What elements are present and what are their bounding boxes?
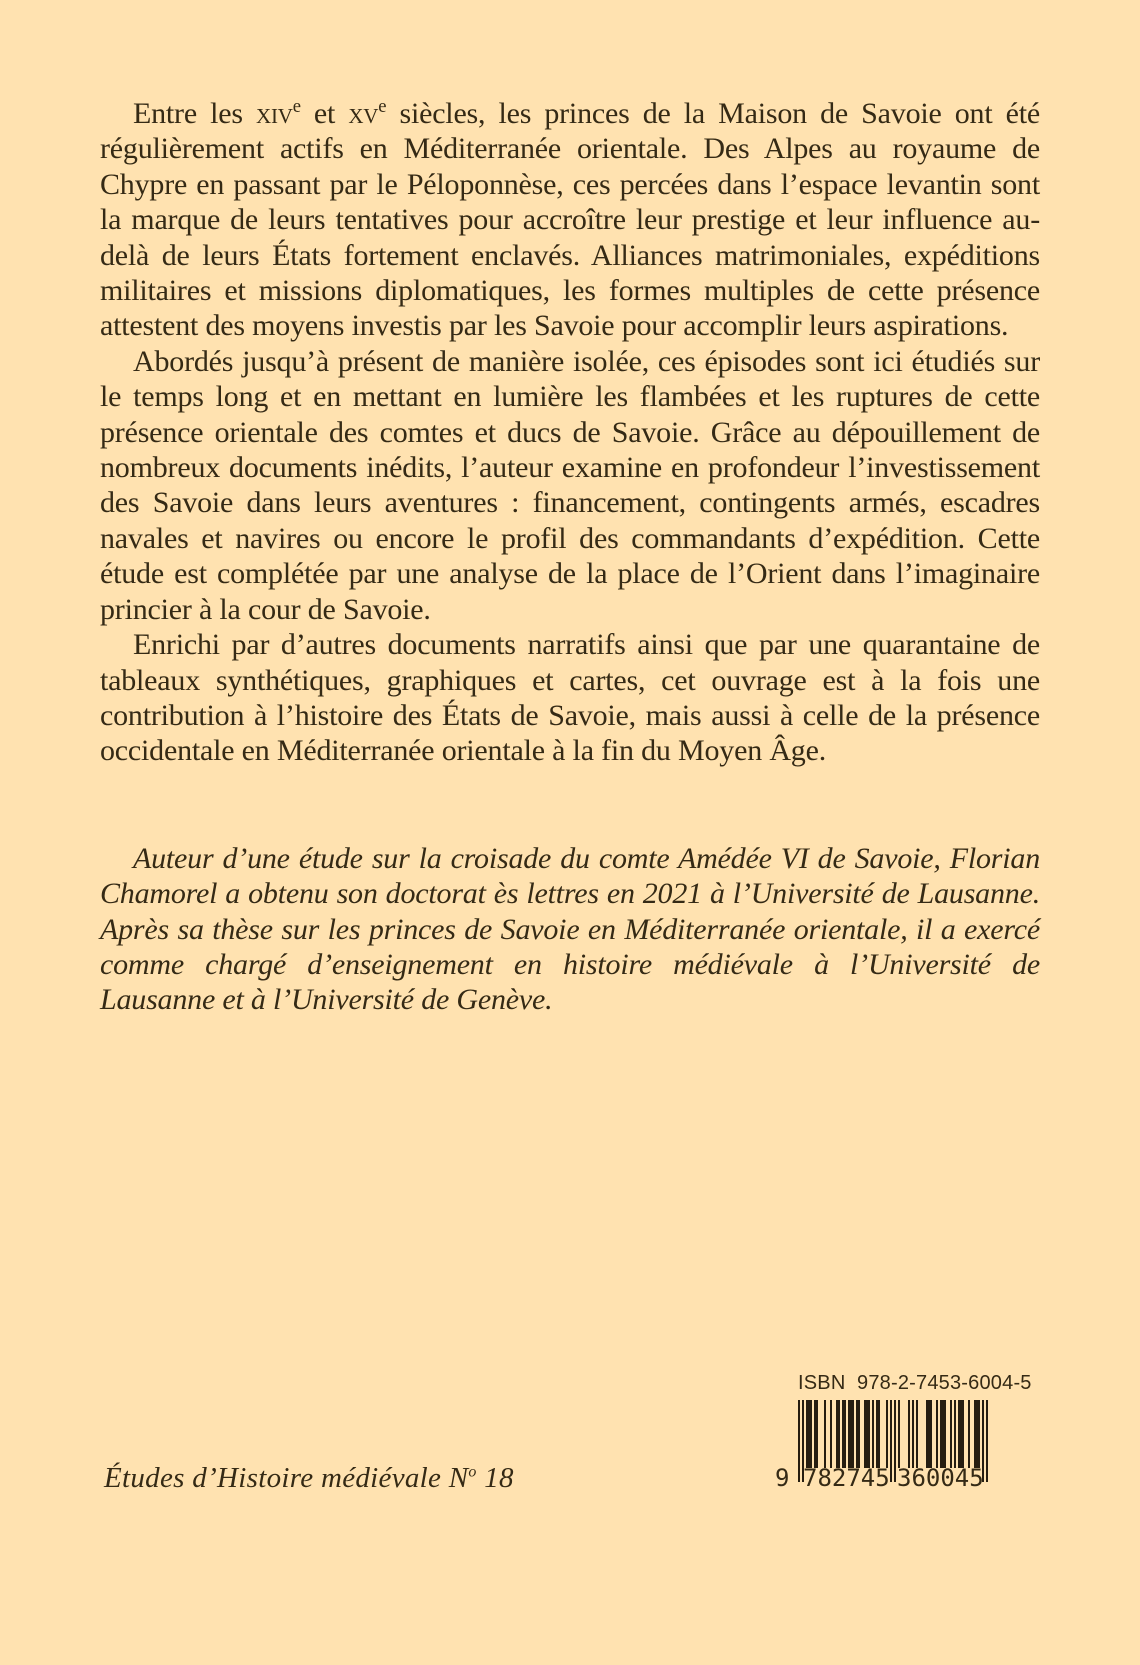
synopsis-paragraph-3: Enrichi par d’autres documents narratifs ainsi que par une quarantaine de tableaux synthétiques, graphiques et cartes, cet ouvrage est à la fois une contribution à l’histoire des États de Savoie, mais aussi à celle de la présence occidentale en Méditerranée orientale à la fin du Moyen Âge. <box>100 628 1040 768</box>
century-ordinal-e-2: e <box>378 96 387 117</box>
ean-digits-left: 782745 <box>803 1464 890 1492</box>
collection-number: 18 <box>476 1462 514 1494</box>
synopsis-paragraph-2: Abordés jusqu’à présent de manière isolée, ces épisodes sont ici étudiés sur le temps long et en mettant en lumière les flambées et les ruptures de cette présence orientale des comtes et ducs de Savoie. Grâce au dépouillement de nombreux documents inédits, l’auteur examine en profondeur l’investissement des Savoie dans leurs aventures : financement, contingents armés, escadres navales et navires ou encore le profil des commandants d’expédition. Cette étude est complétée par une analyse de la place de l’Orient dans l’imaginaire princier à la cour de Savoie. <box>100 344 1040 626</box>
author-bio: Auteur d’une étude sur la croisade du comte Amédée VI de Savoie, Florian Chamorel a obtenu son doctorat ès lettres en 2021 à l’Université de Lausanne. Après sa thèse sur les princes de Savoie en Méditerranée orientale, il a exercé comme chargé d’enseignement en histoire médiévale à l’Université de Lausanne et à l’Université de Genève. <box>100 841 1040 1017</box>
synopsis-block <box>100 96 1040 1018</box>
synopsis-paragraph-1 <box>100 96 1040 344</box>
ean-digit-first: 9 <box>775 1464 790 1492</box>
collection-ordinal-o: o <box>468 1463 477 1481</box>
century-numeral-xiv: xiv <box>255 97 293 130</box>
collection-label <box>104 1462 514 1495</box>
century-ordinal-e-1: e <box>292 96 301 117</box>
p1-text-start: Entre les <box>133 97 256 130</box>
ean-barcode <box>775 1400 988 1494</box>
ean-digits-right: 360045 <box>897 1464 984 1492</box>
p1-text-mid: et <box>300 97 349 130</box>
century-numeral-xv: xv <box>348 97 379 130</box>
p1-text-end: siècles, les princes de la Maison de Savoie ont été régulièrement actifs en Méditerranée orientale. Des Alpes au royaume de Chypre en passant par le Péloponnèse, ces percées dans l’espace levantin sont la marque de leurs tentatives pour accroître leur prestige et leur influence au-delà de leurs États fortement enclavés. Alliances matrimoniales, expéditions militaires et missions diplomatiques, les formes multiples de cette présence attestent des moyens investis par les Savoie pour accomplir leurs aspirations. <box>100 97 1040 343</box>
isbn-block <box>776 1372 1032 1494</box>
collection-name: Études d’Histoire médiévale N <box>104 1462 469 1494</box>
isbn-label: ISBN 978-2-7453-6004-5 <box>798 1372 1032 1394</box>
